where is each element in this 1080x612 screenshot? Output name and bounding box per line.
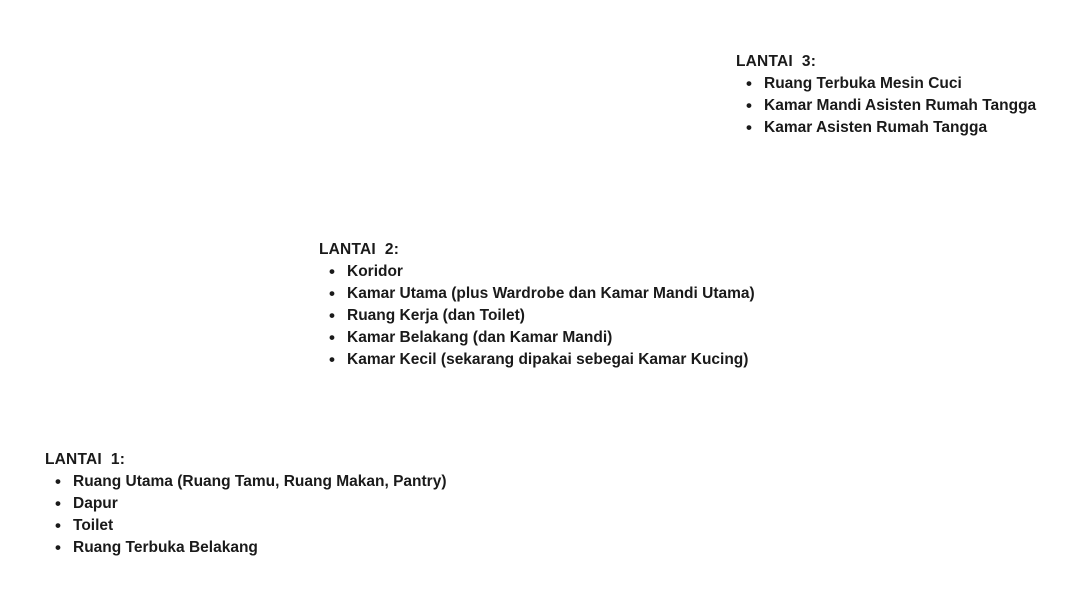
floor-1-section bbox=[45, 449, 446, 559]
floor-3-room-list bbox=[736, 73, 1036, 139]
room-list-item: • Dapur bbox=[45, 493, 446, 515]
room-list-item: • Kamar Mandi Asisten Rumah Tangga bbox=[736, 95, 1036, 117]
room-list-item: • Kamar Asisten Rumah Tangga bbox=[736, 117, 1036, 139]
room-list-item: • Kamar Kecil (sekarang dipakai sebegai Kamar Kucing) bbox=[319, 349, 755, 371]
floor-3-section bbox=[736, 51, 1036, 139]
room-list-item: • Toilet bbox=[45, 515, 446, 537]
room-list-item: • Ruang Terbuka Belakang bbox=[45, 537, 446, 559]
room-list-item: • Koridor bbox=[319, 261, 755, 283]
room-list-item: • Ruang Terbuka Mesin Cuci bbox=[736, 73, 1036, 95]
floor-2-title: LANTAI 2: bbox=[319, 241, 400, 258]
room-list-item: • Kamar Belakang (dan Kamar Mandi) bbox=[319, 327, 755, 349]
floor-2-section bbox=[319, 239, 755, 371]
room-list-item: • Kamar Utama (plus Wardrobe dan Kamar Mandi Utama) bbox=[319, 283, 755, 305]
room-list-item: • Ruang Kerja (dan Toilet) bbox=[319, 305, 755, 327]
floor-3-title: LANTAI 3: bbox=[736, 53, 817, 70]
floor-1-title: LANTAI 1: bbox=[45, 451, 126, 468]
floor-2-room-list bbox=[319, 261, 755, 371]
floor-1-room-list bbox=[45, 471, 446, 559]
room-list-item: • Ruang Utama (Ruang Tamu, Ruang Makan, Pantry) bbox=[45, 471, 446, 493]
